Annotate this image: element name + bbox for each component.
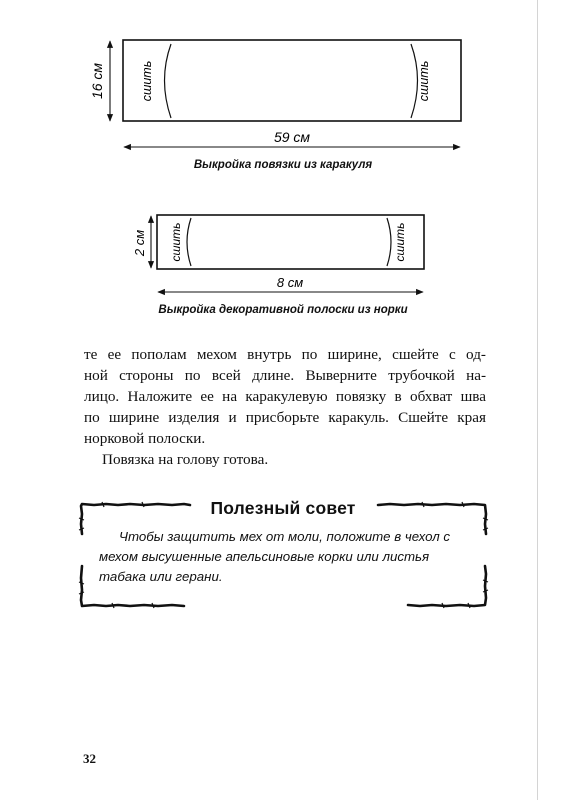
strip-right-seam — [387, 218, 391, 266]
tip-body — [99, 527, 469, 587]
tip-line: мехом высушенные апельсиновые корки или листья — [99, 549, 430, 564]
page-number: 32 — [83, 751, 96, 766]
headband-pattern — [89, 40, 461, 147]
mink-strip-caption: Выкройка декоративной полоски из норки — [158, 304, 408, 316]
sew-label-left: сшить — [140, 60, 154, 102]
strip-sew-label-right: сшить — [393, 222, 407, 262]
pattern-diagrams — [0, 0, 566, 300]
strip-sew-label-left: сшить — [169, 222, 183, 262]
paragraph-2: Повязка на голову готова. — [102, 451, 269, 468]
strip-left-seam — [187, 218, 191, 266]
headband-left-seam — [165, 44, 172, 118]
height-label: 16 см — [89, 62, 105, 100]
headband-outline — [123, 40, 461, 121]
text-line: по ширине изделия и присборьте каракуль. Сшейте края — [84, 409, 486, 426]
text-line: ной стороны по всей длине. Выверните трубочкой на- — [84, 367, 486, 384]
text-line: лицо. Наложите ее на каракулевую повязку в обхват шва — [84, 388, 486, 405]
text-line: норковой полоски. — [84, 430, 206, 447]
mink-strip-pattern — [132, 215, 424, 292]
sew-label-right: сшить — [417, 60, 431, 102]
tip-line: Чтобы защитить мех от моли, положите в чехол с — [119, 529, 451, 544]
body-text — [84, 344, 486, 470]
headband-caption: Выкройка повязки из каракуля — [193, 159, 373, 171]
text-line: те ее пополам мехом внутрь по ширине, сшейте с од- — [84, 346, 486, 363]
strip-width-label: 8 см — [276, 275, 304, 290]
strip-height-label: 2 см — [132, 229, 147, 257]
mink-strip-outline — [157, 215, 424, 269]
width-label: 59 см — [273, 129, 311, 145]
tip-line: табака или герани. — [99, 569, 223, 584]
paragraph-1 — [84, 344, 486, 449]
tip-title: Полезный совет — [210, 498, 356, 518]
